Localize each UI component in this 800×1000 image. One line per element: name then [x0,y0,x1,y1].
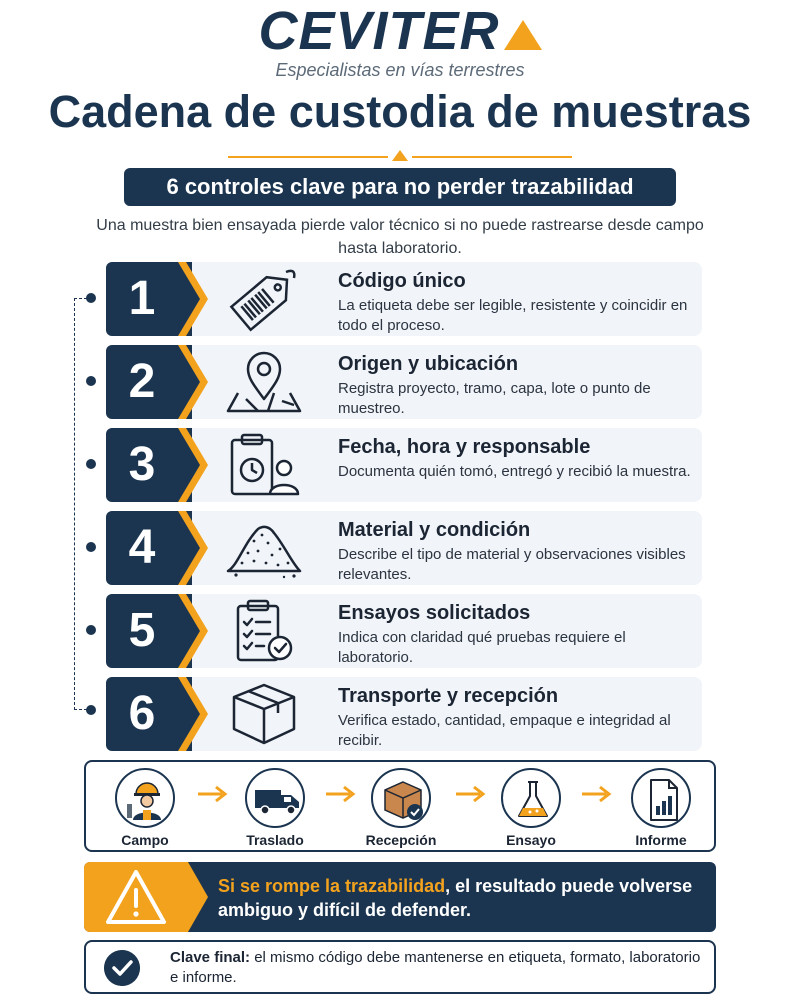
final-label: Clave final: [170,949,251,966]
step-title: Código único [338,270,466,292]
flow-item-traslado [230,768,320,848]
step-4 [106,511,702,585]
step-chevron-icon [166,428,210,502]
step-6 [106,677,702,751]
step-chevron-icon [166,677,210,751]
step-title: Origen y ubicación [338,353,519,375]
flow-label: Ensayo [506,832,556,848]
field-worker-icon [117,770,177,830]
title-divider [0,151,800,163]
step-title: Fecha, hora y responsable [338,436,591,458]
flow-label: Recepción [365,832,437,848]
arrow-right-icon [454,784,488,804]
arrow-right-icon [196,784,230,804]
warning-rest: , el resultado puede volverse ambiguo y difícil de defender. [218,876,693,920]
flow-item-campo [100,768,190,848]
final-body: el mismo código debe mantenerse en etiqueta, formato, laboratorio e informe. [170,949,701,986]
map-pin-icon [224,349,304,415]
brand-tagline: Especialistas en vías terrestres [275,60,525,80]
step-1 [106,262,702,336]
warning-accent: Si se rompe la trazabilidad [218,876,446,896]
step-description: La etiqueta debe ser legible, resistente y coincidir en todo el proceso. [338,297,688,334]
flask-icon [503,770,563,830]
step-5 [106,594,702,668]
step-description: Describe el tipo de material y observaciones visibles relevantes. [338,546,686,583]
step-number: 5 [106,594,192,668]
warning-text [218,874,708,922]
warning-triangle-icon [84,862,208,932]
flow-label: Traslado [246,832,304,848]
brand-name: CEVITER [258,1,500,61]
warning-banner [84,862,716,932]
step-number: 1 [106,262,192,336]
flow-label: Informe [635,832,687,848]
step-chevron-icon [166,594,210,668]
step-number: 2 [106,345,192,419]
truck-icon [247,770,307,830]
step-chevron-icon [166,345,210,419]
step-title: Ensayos solicitados [338,602,531,624]
final-text [170,948,710,988]
connector-dot [86,293,96,303]
box-icon [224,681,304,747]
step-number: 4 [106,511,192,585]
step-description: Documenta quién tomó, entregó y recibió la muestra. [338,463,691,480]
step-number: 3 [106,428,192,502]
step-description: Indica con claridad qué pruebas requiere el laboratorio. [338,629,626,666]
flow-item-ensayo [486,768,576,848]
intro-text: Una muestra bien ensayada pierde valor técnico si no puede rastrearse desde campo hasta laboratorio. [96,217,704,257]
step-number: 6 [106,677,192,751]
steps-connector [74,298,92,710]
connector-dot [86,459,96,469]
step-chevron-icon [166,262,210,336]
connector-dot [86,705,96,715]
step-title: Material y condición [338,519,531,541]
material-pile-icon [224,515,304,581]
page-title: Cadena de custodia de muestras [48,86,752,137]
connector-dot [86,376,96,386]
step-title: Transporte y recepción [338,685,559,707]
step-description: Verifica estado, cantidad, empaque e integridad al recibir. [338,712,671,749]
check-circle-icon [104,950,140,986]
logo-triangle-icon [504,20,542,50]
flow-item-informe [616,768,706,848]
barcode-tag-icon [224,266,304,332]
connector-dot [86,625,96,635]
flow-item-recepcion [356,768,446,848]
checklist-icon [224,598,304,664]
process-flow [84,760,716,852]
arrow-right-icon [580,784,614,804]
step-description: Registra proyecto, tramo, capa, lote o punto de muestreo. [338,380,651,417]
final-note [84,940,716,994]
subtitle-banner: 6 controles clave para no perder trazabilidad [124,168,676,206]
brand-logo [0,1,800,81]
clipboard-clock-person-icon [224,432,304,498]
box-check-icon [373,770,433,830]
step-2 [106,345,702,419]
divider-triangle-icon [392,150,408,161]
step-chevron-icon [166,511,210,585]
arrow-right-icon [324,784,358,804]
step-3 [106,428,702,502]
report-icon [633,770,693,830]
connector-dot [86,542,96,552]
flow-label: Campo [121,832,169,848]
